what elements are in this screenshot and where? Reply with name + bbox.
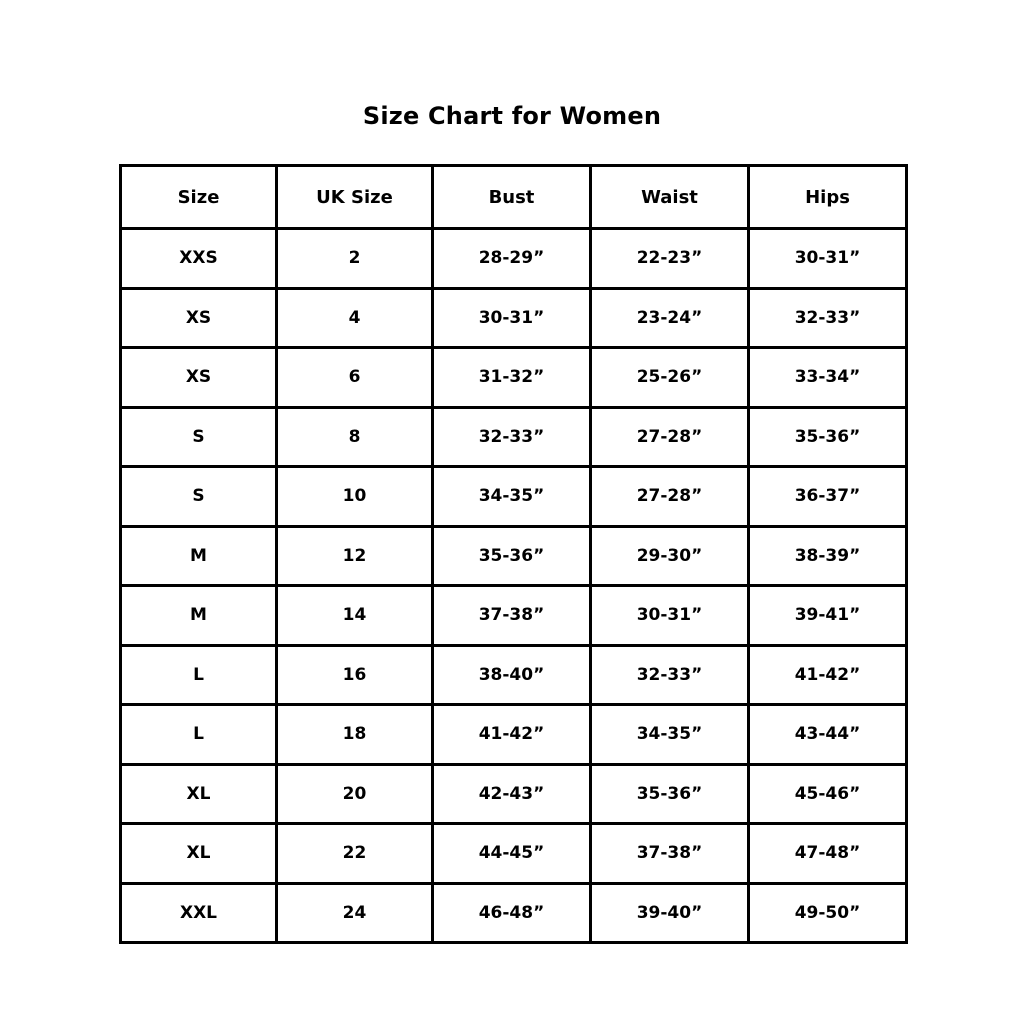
cell-size: M <box>121 586 277 646</box>
cell-bust: 32-33” <box>433 407 591 467</box>
cell-waist: 23-24” <box>591 288 749 348</box>
cell-size: XL <box>121 824 277 884</box>
cell-hips: 38-39” <box>749 526 907 586</box>
table-row <box>121 824 907 884</box>
cell-hips: 35-36” <box>749 407 907 467</box>
cell-waist: 27-28” <box>591 467 749 527</box>
page-title: Size Chart for Women <box>362 102 662 130</box>
cell-waist: 39-40” <box>591 883 749 943</box>
cell-size: L <box>121 705 277 765</box>
table-row <box>121 526 907 586</box>
cell-hips: 41-42” <box>749 645 907 705</box>
cell-hips: 49-50” <box>749 883 907 943</box>
cell-size: XS <box>121 288 277 348</box>
cell-size: XS <box>121 348 277 408</box>
cell-hips: 47-48” <box>749 824 907 884</box>
cell-uk: 6 <box>277 348 433 408</box>
cell-bust: 28-29” <box>433 229 591 289</box>
cell-waist: 27-28” <box>591 407 749 467</box>
cell-bust: 41-42” <box>433 705 591 765</box>
cell-waist: 30-31” <box>591 586 749 646</box>
cell-uk: 12 <box>277 526 433 586</box>
table-row <box>121 705 907 765</box>
table-row <box>121 407 907 467</box>
cell-uk: 24 <box>277 883 433 943</box>
cell-bust: 38-40” <box>433 645 591 705</box>
cell-size: S <box>121 467 277 527</box>
cell-bust: 46-48” <box>433 883 591 943</box>
cell-waist: 35-36” <box>591 764 749 824</box>
cell-uk: 16 <box>277 645 433 705</box>
cell-waist: 32-33” <box>591 645 749 705</box>
cell-size: XXL <box>121 883 277 943</box>
cell-waist: 29-30” <box>591 526 749 586</box>
cell-bust: 44-45” <box>433 824 591 884</box>
column-header-bust: Bust <box>433 166 591 229</box>
table-header <box>121 166 907 229</box>
cell-size: S <box>121 407 277 467</box>
cell-size: M <box>121 526 277 586</box>
cell-hips: 43-44” <box>749 705 907 765</box>
table-row <box>121 586 907 646</box>
cell-hips: 39-41” <box>749 586 907 646</box>
cell-bust: 35-36” <box>433 526 591 586</box>
table-header-row <box>121 166 907 229</box>
cell-bust: 42-43” <box>433 764 591 824</box>
cell-bust: 31-32” <box>433 348 591 408</box>
table-row <box>121 288 907 348</box>
cell-hips: 30-31” <box>749 229 907 289</box>
cell-uk: 14 <box>277 586 433 646</box>
cell-waist: 25-26” <box>591 348 749 408</box>
column-header-hips: Hips <box>749 166 907 229</box>
column-header-uk-size: UK Size <box>277 166 433 229</box>
cell-waist: 37-38” <box>591 824 749 884</box>
cell-waist: 34-35” <box>591 705 749 765</box>
cell-uk: 10 <box>277 467 433 527</box>
table-body <box>121 229 907 943</box>
cell-size: L <box>121 645 277 705</box>
cell-hips: 45-46” <box>749 764 907 824</box>
cell-bust: 37-38” <box>433 586 591 646</box>
size-chart-table-container <box>119 164 905 944</box>
cell-waist: 22-23” <box>591 229 749 289</box>
table-row <box>121 883 907 943</box>
table-row <box>121 764 907 824</box>
cell-bust: 34-35” <box>433 467 591 527</box>
cell-hips: 36-37” <box>749 467 907 527</box>
cell-uk: 22 <box>277 824 433 884</box>
table-row <box>121 229 907 289</box>
table-row <box>121 645 907 705</box>
cell-bust: 30-31” <box>433 288 591 348</box>
cell-uk: 20 <box>277 764 433 824</box>
column-header-size: Size <box>121 166 277 229</box>
cell-hips: 32-33” <box>749 288 907 348</box>
cell-hips: 33-34” <box>749 348 907 408</box>
cell-uk: 18 <box>277 705 433 765</box>
size-chart-table <box>119 164 908 944</box>
cell-uk: 2 <box>277 229 433 289</box>
cell-uk: 4 <box>277 288 433 348</box>
cell-size: XL <box>121 764 277 824</box>
cell-uk: 8 <box>277 407 433 467</box>
column-header-waist: Waist <box>591 166 749 229</box>
cell-size: XXS <box>121 229 277 289</box>
table-row <box>121 467 907 527</box>
table-row <box>121 348 907 408</box>
